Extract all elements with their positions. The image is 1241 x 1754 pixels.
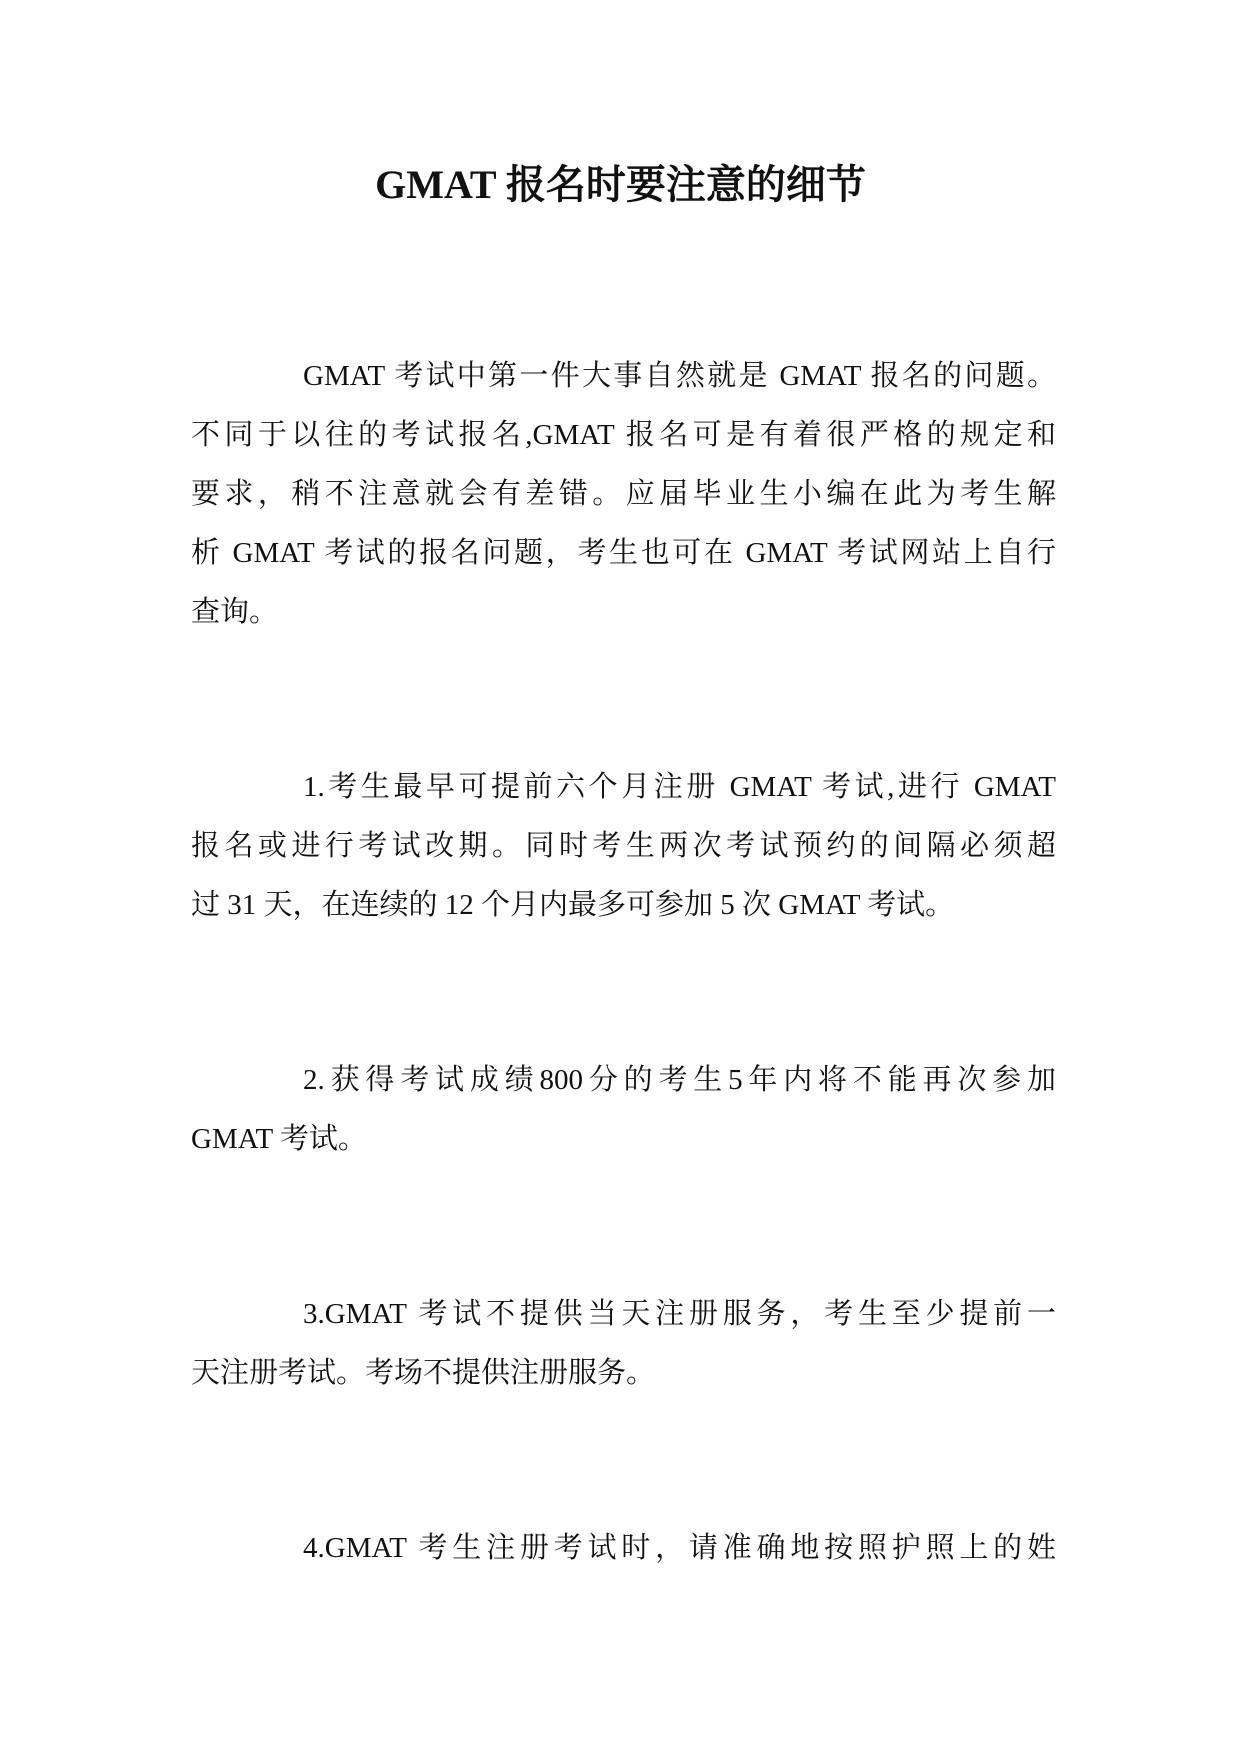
paragraph-item-1 — [191, 758, 1056, 935]
paragraph-line: 查询。 — [191, 596, 279, 628]
paragraph-item-4 — [191, 1519, 1056, 1578]
paragraph-line: 2.获得考试成绩800分的考生5年内将不能再次参加 — [303, 1064, 1056, 1096]
paragraph-line: 不同于以往的考试报名,GMAT 报名可是有着很严格的规定和 — [191, 419, 1056, 451]
paragraph-line: 报名或进行考试改期。同时考生两次考试预约的间隔必须超 — [191, 830, 1056, 862]
paragraph-intro — [191, 347, 1056, 642]
paragraph-item-3 — [191, 1285, 1056, 1403]
paragraph-line: 天注册考试。考场不提供注册服务。 — [191, 1357, 656, 1389]
paragraph-line: 析 GMAT 考试的报名问题，考生也可在 GMAT 考试网站上自行 — [191, 537, 1056, 569]
document-title: GMAT 报名时要注意的细节 — [375, 162, 866, 207]
paragraph-line: GMAT 考试中第一件大事自然就是 GMAT 报名的问题。 — [303, 360, 1056, 392]
document-body — [191, 347, 1056, 1578]
paragraph-line: 4.GMAT 考生注册考试时，请准确地按照护照上的姓 — [303, 1532, 1056, 1564]
paragraph-line: 要求，稍不注意就会有差错。应届毕业生小编在此为考生解 — [191, 478, 1056, 510]
paragraph-line: 过 31 天，在连续的 12 个月内最多可参加 5 次 GMAT 考试。 — [191, 889, 955, 921]
paragraph-line: 3.GMAT 考试不提供当天注册服务，考生至少提前一 — [303, 1298, 1056, 1330]
paragraph-line: GMAT 考试。 — [191, 1123, 367, 1155]
paragraph-line: 1.考生最早可提前六个月注册 GMAT 考试,进行 GMAT — [303, 771, 1056, 803]
paragraph-item-2 — [191, 1051, 1056, 1169]
